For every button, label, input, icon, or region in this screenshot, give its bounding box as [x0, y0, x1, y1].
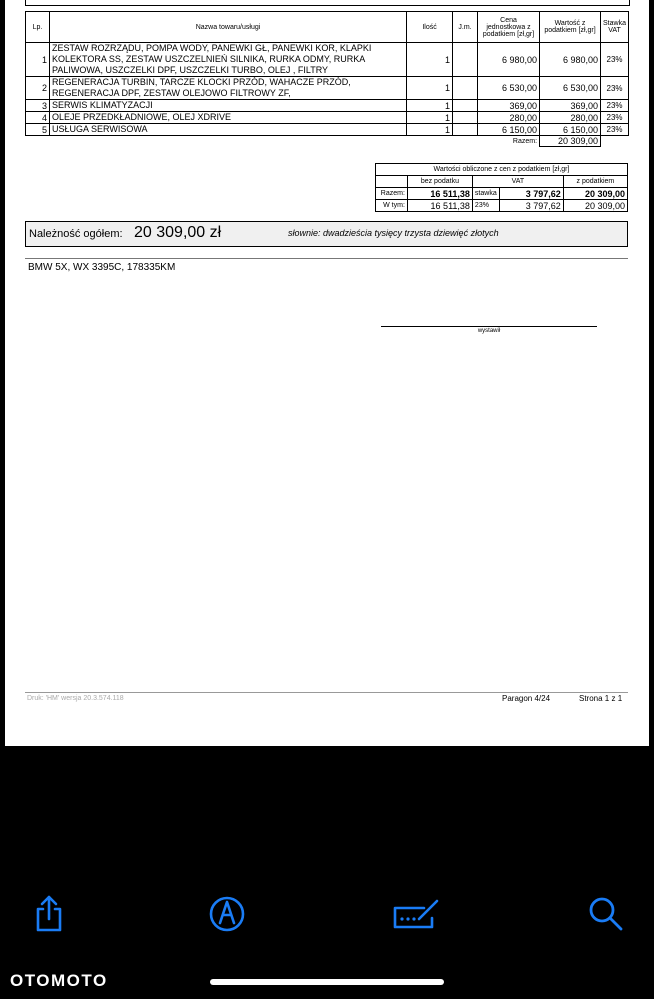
summary-incl-label: W tym: [376, 200, 408, 212]
row-unit-price: 6 980,00 [478, 43, 540, 77]
summary-total-row [376, 188, 628, 200]
row-vat: 23% [601, 77, 629, 100]
summary-col-net: bez podatku [407, 176, 472, 188]
row-unit [453, 112, 478, 124]
row-unit-price: 369,00 [478, 100, 540, 112]
row-name: OLEJE PRZEDKŁADNIOWE, OLEJ XDRIVE [50, 112, 407, 124]
col-vat: Stawka VAT [601, 12, 629, 43]
row-unit-price: 6 150,00 [478, 124, 540, 136]
row-unit-price: 6 530,00 [478, 77, 540, 100]
row-unit [453, 124, 478, 136]
row-vat: 23% [601, 124, 629, 136]
summary-total-rate: stawka [472, 188, 499, 200]
search-icon[interactable] [586, 894, 626, 934]
row-name: USŁUGA SERWISOWA [50, 124, 407, 136]
col-name: Nazwa towaru/usługi [50, 12, 407, 43]
summary-col-vat: VAT [472, 176, 563, 188]
items-total-label: Razem: [512, 137, 538, 145]
row-vat: 23% [601, 100, 629, 112]
row-qty: 1 [407, 124, 453, 136]
table-row [26, 112, 629, 124]
row-name: SERWIS KLIMATYZACJI [50, 100, 407, 112]
amount-due-box [25, 221, 628, 247]
row-value: 6 530,00 [540, 77, 601, 100]
summary-incl-net: 16 511,38 [407, 200, 472, 212]
header-box-fragment [25, 0, 630, 6]
table-row [26, 100, 629, 112]
footer-receipt-number: Paragon 4/24 [502, 694, 551, 703]
home-indicator[interactable] [210, 979, 444, 985]
row-unit [453, 77, 478, 100]
items-table [25, 11, 629, 147]
document-page [5, 0, 649, 746]
summary-total-gross: 20 309,00 [563, 188, 627, 200]
row-lp: 3 [26, 100, 50, 112]
row-qty: 1 [407, 43, 453, 77]
amount-due-label: Należność ogółem: [29, 228, 123, 240]
table-row [26, 43, 629, 77]
row-value: 280,00 [540, 112, 601, 124]
summary-col-gross: z podatkiem [563, 176, 627, 188]
items-total-row [26, 136, 629, 147]
summary-incl-rate: 23% [472, 200, 499, 212]
row-lp: 5 [26, 124, 50, 136]
vat-summary-table [375, 163, 628, 212]
signature-icon[interactable] [392, 894, 440, 934]
row-vat: 23% [601, 43, 629, 77]
vehicle-note: BMW 5X, WX 3395C, 178335KM [28, 262, 176, 273]
amount-due-words: słownie: dwadzieścia tysięcy trzysta dziewięć złotych [288, 228, 499, 238]
col-lp: Lp. [26, 12, 50, 43]
summary-incl-row [376, 200, 628, 212]
col-value: Wartość z podatkiem [zł,gr] [540, 12, 601, 43]
footer-page-number: Strona 1 z 1 [579, 694, 623, 703]
row-unit-price: 280,00 [478, 112, 540, 124]
summary-incl-gross: 20 309,00 [563, 200, 627, 212]
table-row [26, 124, 629, 136]
otomoto-logo: OTOMOTO [10, 971, 108, 990]
footer-print-info: Druk: 'HM' wersja 20.3.574.118 [27, 695, 124, 702]
signature-label: wystawił [477, 328, 501, 334]
col-qty: Ilość [407, 12, 453, 43]
items-header-row [26, 12, 629, 43]
summary-total-vat: 3 797,62 [499, 188, 563, 200]
markup-pen-icon[interactable] [207, 894, 247, 934]
share-icon[interactable] [29, 894, 69, 934]
row-qty: 1 [407, 77, 453, 100]
row-qty: 1 [407, 112, 453, 124]
summary-incl-vat: 3 797,62 [499, 200, 563, 212]
summary-total-label: Razem: [376, 188, 408, 200]
row-name: REGENERACJA TURBIN, TARCZE KLOCKI PRZÓD, WAHACZE PRZÓD, REGENERACJA DPF, ZESTAW OLEJOWO FILTROWY ZF, [50, 77, 407, 100]
items-total-value: 20 309,00 [540, 136, 601, 147]
row-vat: 23% [601, 112, 629, 124]
row-lp: 1 [26, 43, 50, 77]
summary-total-net: 16 511,38 [407, 188, 472, 200]
row-unit [453, 43, 478, 77]
col-unit: J.m. [453, 12, 478, 43]
amount-due-value: 20 309,00 zł [134, 224, 222, 241]
row-value: 6 980,00 [540, 43, 601, 77]
table-row [26, 77, 629, 100]
row-qty: 1 [407, 100, 453, 112]
row-name: ZESTAW ROZRZĄDU, POMPA WODY, PANEWKI GŁ, PANEWKI KOR, KLAPKI KOLEKTORA SS, ZESTAW USZCZELNIEŃ SILNIKA, RURKA ODMY, RURKA PALIWOWA, USZCZELKI DPF, USZCZELKI TURBO, OLEJ , FILTRY [50, 43, 407, 77]
row-value: 369,00 [540, 100, 601, 112]
row-value: 6 150,00 [540, 124, 601, 136]
col-unit-price: Cena jednostkowa z podatkiem [zł,gr] [478, 12, 540, 43]
summary-title: Wartości obliczone z cen z podatkiem [zł,gr] [376, 164, 628, 176]
divider [25, 258, 628, 259]
row-lp: 4 [26, 112, 50, 124]
signature-line [381, 326, 597, 327]
row-unit [453, 100, 478, 112]
row-lp: 2 [26, 77, 50, 100]
footer-divider [25, 692, 628, 693]
